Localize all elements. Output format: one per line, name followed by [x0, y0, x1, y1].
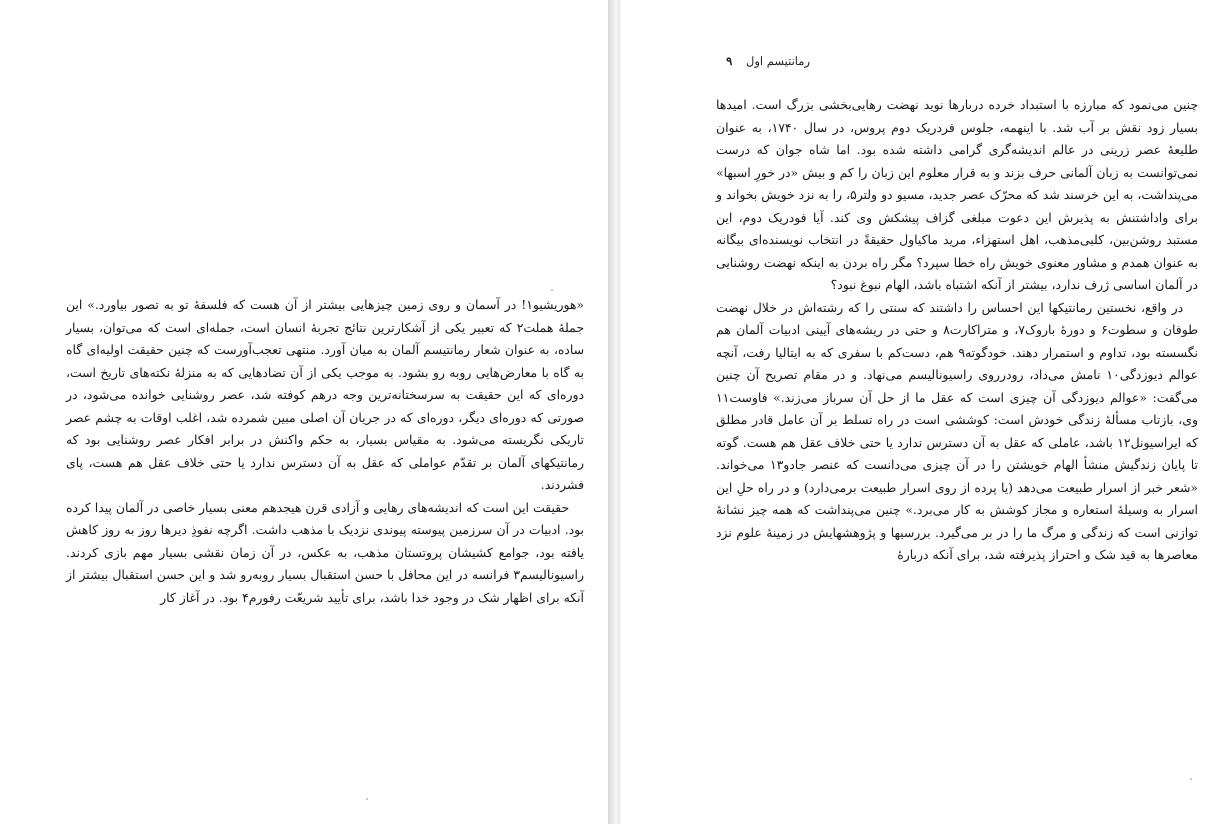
- running-header-title: رمانتیسم اول: [745, 54, 810, 68]
- right-page-text: [716, 94, 1198, 567]
- scan-speck: [1190, 778, 1192, 780]
- left-paragraph-1: «هوریشیو۱! در آسمان و روی زمین چیزهایی بیشتر از آن هست که فلسفهٔ تو به تصور بیاورد.» این جملهٔ هملت۲ که تعبیر یکی از آشکارترین نتائج تجربهٔ انسان است، جمله‌ای است که می‌توان، بسیار ساده، به عنوان شعار رمانتیسم آلمان به میان آورد. منتهی تعجب‌آورست که چنین حقیقت اولیه‌ای گاه به گاه با معارض‌هایی روبه رو بشود. به موجب یکی از آن تضادهایی که به منزلهٔ نکته‌های تاریخ است، دوره‌ای که این حقیقت به سرسختانه‌ترین وجه درهم کوفته شد، عصر روشنایی خوانده می‌شود، در صورتی که دوره‌ای دیگر، دوره‌ای که در جریان آن اصلی مبین شمرده شد، اغلب اوقات به چشم عصر تاریکی نگریسته می‌شود. به مقیاس بسیار، به حکم واکنش در برابر افکار عصر روشنایی بود که رمانتیکهای آلمان بر تقدّم عواملی که عقل به آن دسترس ندارد یا حتی خلاف عقل هم هست، پای فشردند.: [66, 297, 584, 492]
- scan-speck: [551, 289, 553, 291]
- right-paragraph-1: چنین می‌نمود که مبارزه با استبداد خرده دربارها نوید نهضت رهایی‌بخشی بزرگ است. امیدها بسیار زود نقش بر آب شد. با اینهمه، جلوس فردریک دوم پروس، در سال ۱۷۴۰، به عنوان طلیعهٔ عصر زرینی در عالم اندیشه‌گری گرامی داشته شده بود. اما شاه جوان که درست نمی‌توانست به زبان آلمانی حرف بزند و به قرار معلوم این زبان را کم و بیش «در خورِ اسبها» می‌پنداشت، به این خرسند شد که محرّک عصر جدید، مسیو دو ولتر۵، را به نزد خویش بخواند و برای واداشتنش به پذیرش این دعوت مبلغی گزاف پیشکش وی کند. آیا فودریک دوم، این مستبد روشن‌بین، کلبی‌مذهب، اهل استهزاء، مرید ماکیاول حقیقةً در انتخاب نویسنده‌ای بیگانه به عنوان همدم و مشاور معنوی خویش راه خطا سپرد؟ مگر راه بردن به اینکه نهضت روشنایی در آلمان اساسی ژرف ندارد، بیشتر از آنکه اشتباه باشد، الهام نبوغ نبود؟: [716, 97, 1199, 292]
- scan-speck: [366, 798, 368, 800]
- left-paragraph-2: حقیقت این است که اندیشه‌های رهایی و آزادی قرن هیجدهم معنی بسیار خاصی در آلمان پیدا کرده بود. ادبیات در آن سرزمین پیوسته پیوندی نزدیک با مذهب داشت. اگرچه نفوذِ دیرها روز به روز کاهش یافته بود، جوامع کشیشان پروتستان مذهب، به عکس، در آن زمان نقشی بسیار مهم بازی کردند. راسیونالیسم۳ فرانسه در این محافل با حسن استقبال بسیار روبه‌رو شد و این حسن استقبال بیشتر از آنکه برای اظهار شک در وجود خدا باشد، برای تأیید شریعّت رفورم۴ بود. در آغاز کار: [66, 499, 584, 605]
- left-page-text: [66, 294, 584, 609]
- right-paragraph-2: در واقع، نخستین رمانتیکها این احساس را داشتند که سنتی را که رشته‌اش در خلال نهضت طوفان و سطوت۶ و دورهٔ باروک۷، و متراکارت۸ و حتی در ریشه‌های آیینی ادبیات آلمان هم نگسسته بود، تداوم و استمرار دهند. خودگوته۹ هم، دست‌کم با سفری که به ایتالیا رفت، آنچه عوالم دیوزدگی۱۰ نامش می‌داد، رودرروی راسیونالیسم می‌نهاد. و در مقام تصریح آن چنین می‌گفت: «عوالم دیوزدگی آن چیزی است که عقل ما از حل آن سرباز می‌زند.» فاوست۱۱ وی، بازتاب مسألهٔ زندگی خودش است: کوششی است در راه تسلط بر آن عامل قادر مطلق که ایراسیونل۱۲ باشد، عاملی که عقل به آن دسترس ندارد یا حتی خلاف عقل هم هست. گوته تا پایان زندگیش منشأ الهام خویشتن را در آن چیزی می‌دانست که عنصر جادو۱۳ می‌خواند. «شعر خبر از اسرار طبیعت می‌دهد (یا پرده از روی اسرار طبیعت برمی‌دارد) و در راه حلِ این اسرار به وسیلهٔ استعاره و مجاز کوشش به کار می‌برد.» چنین می‌پنداشت که همه چیز نشانهٔ توازنی است که زندگی و مرگ ما را در بر می‌گیرد. بررسیها و پژوهشهایش در زمینهٔ علوم نزد معاصرها به قید شک و احتراز پذیرفته شد، برای آنکه دربارهٔ: [716, 299, 1199, 562]
- page-number: ۹: [726, 54, 733, 68]
- running-header: [716, 54, 810, 68]
